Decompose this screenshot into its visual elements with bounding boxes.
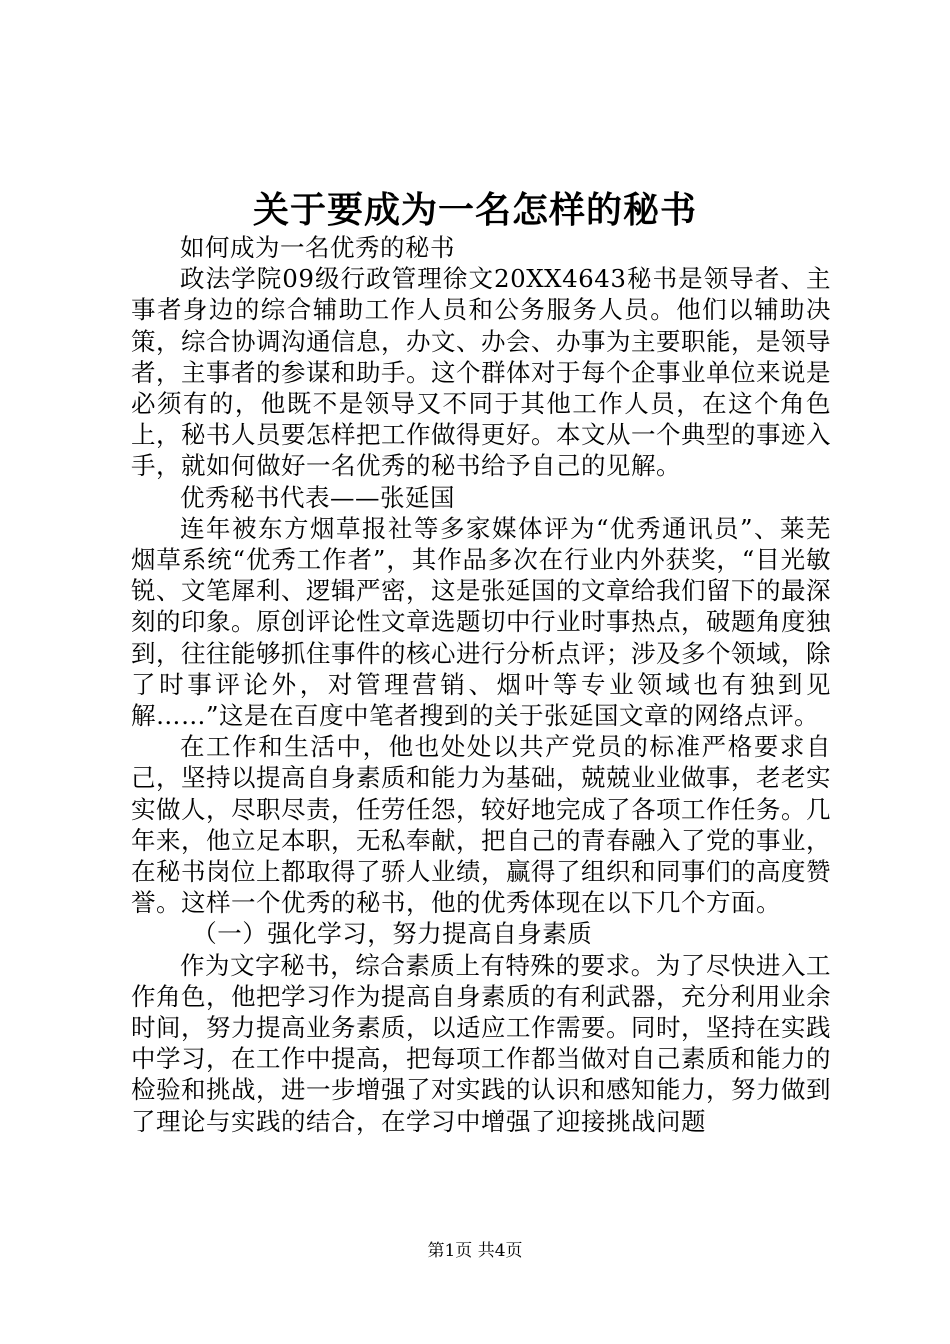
body-paragraph: 连年被东方烟草报社等多家媒体评为“优秀通讯员”、莱芜烟草系统“优秀工作者”，其作品多次在行业内外获奖，“目光敏锐、文笔犀利、逻辑严密，这是张延国的文章给我们留下的最深刻的印象。原创评论性文章选题切中行业时事热点，破题角度独到，往往能够抓住事件的核心进行分析点评；涉及多个领域，除了时事评论外，对管理营销、烟叶等专业领域也有独到见解……”这是在百度中笔者搜到的关于张延国文章的网络点评。 [131, 513, 831, 731]
subtitle-paragraph: 如何成为一名优秀的秘书 [180, 233, 455, 262]
page-footer: 第1页 共4页 [427, 1241, 523, 1261]
section-heading: 优秀秘书代表——张延国 [180, 482, 455, 512]
section-heading: （一）强化学习，努力提高自身素质 [192, 919, 593, 949]
body-paragraph: 政法学院09级行政管理徐文20XX4643秘书是领导者、主事者身边的综合辅助工作人员和公务服务人员。他们以辅助决策，综合协调沟通信息，办文、办会、办事为主要职能，是领导者，主事者的参谋和助手。这个群体对于每个企事业单位来说是必须有的，他既不是领导又不同于其他工作人员，在这个角色上，秘书人员要怎样把工作做得更好。本文从一个典型的事迹入手，就如何做好一名优秀的秘书给予自己的见解。 [131, 264, 831, 481]
document-body [131, 232, 831, 1137]
body-paragraph: 在工作和生活中，他也处处以共产党员的标准严格要求自己，坚持以提高自身素质和能力为基础，兢兢业业做事，老老实实做人，尽职尽责，任劳任怨，较好地完成了各项工作任务。几年来，他立足本职，无私奉献，把自己的青春融入了党的事业，在秘书岗位上都取得了骄人业绩，赢得了组织和同事们的高度赞誉。这样一个优秀的秘书，他的优秀体现在以下几个方面。 [131, 732, 831, 918]
document-title: 关于要成为一名怎样的秘书 [252, 189, 697, 231]
body-paragraph: 作为文字秘书，综合素质上有特殊的要求。为了尽快进入工作角色，他把学习作为提高自身素质的有利武器，充分利用业余时间，努力提高业务素质，以适应工作需要。同时，坚持在实践中学习，在工作中提高，把每项工作都当做对自己素质和能力的检验和挑战，进一步增强了对实践的认识和感知能力，努力做到了理论与实践的结合，在学习中增强了迎接挑战问题 [131, 950, 831, 1136]
